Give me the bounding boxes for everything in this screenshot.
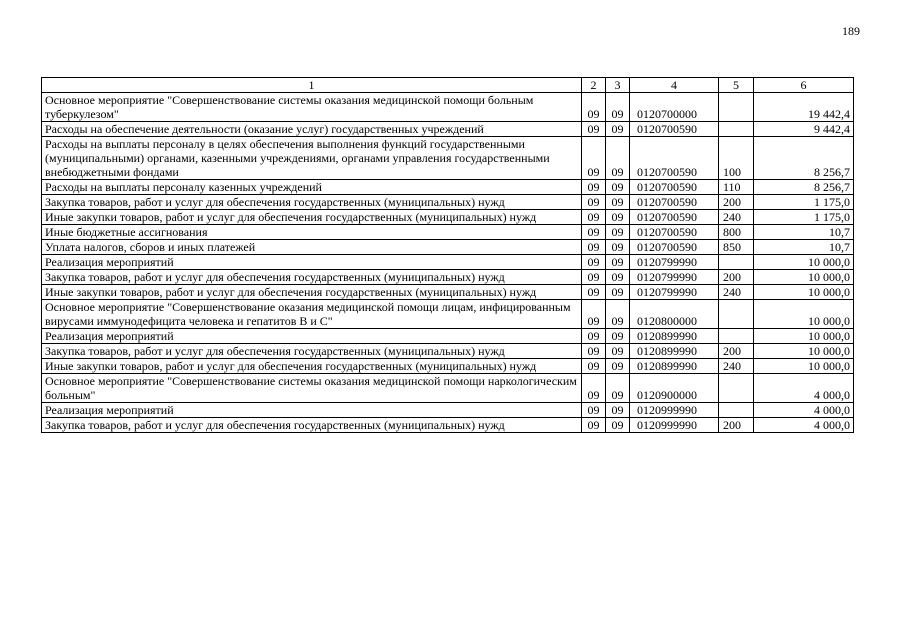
table-row [42, 300, 854, 329]
row-name: Иные бюджетные ассигнования [42, 225, 582, 240]
row-target-code: 0120700590 [630, 180, 719, 195]
row-subsection: 09 [606, 180, 630, 195]
column-header-2: 2 [582, 78, 606, 93]
row-section: 09 [582, 195, 606, 210]
row-section: 09 [582, 210, 606, 225]
row-name: Реализация мероприятий [42, 329, 582, 344]
row-target-code: 0120700590 [630, 195, 719, 210]
table-row [42, 329, 854, 344]
row-name: Иные закупки товаров, работ и услуг для обеспечения государственных (муниципальных) нужд [42, 359, 582, 374]
row-subsection: 09 [606, 210, 630, 225]
row-expense-type: 240 [719, 210, 754, 225]
row-name: Реализация мероприятий [42, 255, 582, 270]
row-subsection: 09 [606, 403, 630, 418]
table-row [42, 240, 854, 255]
row-expense-type [719, 122, 754, 137]
table-row [42, 180, 854, 195]
row-section: 09 [582, 270, 606, 285]
row-expense-type: 200 [719, 418, 754, 433]
row-expense-type: 200 [719, 344, 754, 359]
row-expense-type: 850 [719, 240, 754, 255]
row-amount: 4 000,0 [754, 374, 854, 403]
row-target-code: 0120999990 [630, 403, 719, 418]
table-row [42, 122, 854, 137]
table-row [42, 210, 854, 225]
row-target-code: 0120800000 [630, 300, 719, 329]
row-subsection: 09 [606, 122, 630, 137]
row-expense-type: 100 [719, 137, 754, 180]
row-name: Уплата налогов, сборов и иных платежей [42, 240, 582, 255]
column-header-4: 4 [630, 78, 719, 93]
row-subsection: 09 [606, 255, 630, 270]
row-subsection: 09 [606, 300, 630, 329]
row-target-code: 0120700590 [630, 225, 719, 240]
row-subsection: 09 [606, 137, 630, 180]
row-amount: 9 442,4 [754, 122, 854, 137]
row-target-code: 0120799990 [630, 255, 719, 270]
row-expense-type [719, 329, 754, 344]
row-section: 09 [582, 255, 606, 270]
row-target-code: 0120900000 [630, 374, 719, 403]
row-target-code: 0120799990 [630, 285, 719, 300]
row-section: 09 [582, 225, 606, 240]
row-target-code: 0120700590 [630, 210, 719, 225]
row-subsection: 09 [606, 240, 630, 255]
row-name: Расходы на обеспечение деятельности (оказание услуг) государственных учреждений [42, 122, 582, 137]
row-target-code: 0120899990 [630, 359, 719, 374]
table-row [42, 137, 854, 180]
column-header-1: 1 [42, 78, 582, 93]
row-target-code: 0120700590 [630, 137, 719, 180]
table-row [42, 255, 854, 270]
row-amount: 10 000,0 [754, 270, 854, 285]
row-target-code: 0120700000 [630, 93, 719, 122]
row-expense-type [719, 300, 754, 329]
table-row [42, 195, 854, 210]
row-amount: 1 175,0 [754, 210, 854, 225]
row-amount: 10 000,0 [754, 285, 854, 300]
row-target-code: 0120899990 [630, 344, 719, 359]
row-name: Расходы на выплаты персоналу казенных учреждений [42, 180, 582, 195]
row-subsection: 09 [606, 270, 630, 285]
row-amount: 8 256,7 [754, 180, 854, 195]
row-subsection: 09 [606, 285, 630, 300]
row-expense-type: 800 [719, 225, 754, 240]
row-section: 09 [582, 180, 606, 195]
row-subsection: 09 [606, 418, 630, 433]
row-name: Расходы на выплаты персоналу в целях обеспечения выполнения функций государственными (муниципальными) органами, казенными учреждениями, органами управления государственными внебюджетными фондами [42, 137, 582, 180]
table-row [42, 418, 854, 433]
row-section: 09 [582, 93, 606, 122]
table-header-row [42, 78, 854, 93]
row-subsection: 09 [606, 225, 630, 240]
table-row [42, 344, 854, 359]
row-subsection: 09 [606, 329, 630, 344]
row-name: Реализация мероприятий [42, 403, 582, 418]
row-section: 09 [582, 137, 606, 180]
row-target-code: 0120899990 [630, 329, 719, 344]
row-name: Закупка товаров, работ и услуг для обеспечения государственных (муниципальных) нужд [42, 418, 582, 433]
table-row [42, 225, 854, 240]
row-expense-type: 200 [719, 270, 754, 285]
row-name: Основное мероприятие "Совершенствование оказания медицинской помощи лицам, инфицированным вирусами иммунодефицита человека и гепатитов В и С" [42, 300, 582, 329]
row-amount: 19 442,4 [754, 93, 854, 122]
table-row [42, 270, 854, 285]
row-section: 09 [582, 374, 606, 403]
row-expense-type: 240 [719, 359, 754, 374]
row-subsection: 09 [606, 195, 630, 210]
table-row [42, 359, 854, 374]
row-target-code: 0120700590 [630, 122, 719, 137]
row-amount: 10 000,0 [754, 300, 854, 329]
row-amount: 4 000,0 [754, 403, 854, 418]
row-target-code: 0120799990 [630, 270, 719, 285]
budget-table [41, 77, 854, 433]
row-amount: 8 256,7 [754, 137, 854, 180]
table-row [42, 93, 854, 122]
row-name: Иные закупки товаров, работ и услуг для обеспечения государственных (муниципальных) нужд [42, 285, 582, 300]
table-row [42, 285, 854, 300]
row-section: 09 [582, 285, 606, 300]
row-name: Закупка товаров, работ и услуг для обеспечения государственных (муниципальных) нужд [42, 344, 582, 359]
row-expense-type [719, 403, 754, 418]
row-section: 09 [582, 300, 606, 329]
row-name: Иные закупки товаров, работ и услуг для обеспечения государственных (муниципальных) нужд [42, 210, 582, 225]
row-expense-type: 200 [719, 195, 754, 210]
row-name: Основное мероприятие "Совершенствование системы оказания медицинской помощи больным туберкулезом" [42, 93, 582, 122]
row-target-code: 0120700590 [630, 240, 719, 255]
row-name: Закупка товаров, работ и услуг для обеспечения государственных (муниципальных) нужд [42, 270, 582, 285]
row-expense-type: 240 [719, 285, 754, 300]
column-header-6: 6 [754, 78, 854, 93]
row-section: 09 [582, 344, 606, 359]
row-section: 09 [582, 240, 606, 255]
row-expense-type [719, 93, 754, 122]
page-number: 189 [842, 24, 860, 38]
row-expense-type [719, 255, 754, 270]
row-target-code: 0120999990 [630, 418, 719, 433]
row-amount: 10 000,0 [754, 359, 854, 374]
row-amount: 10 000,0 [754, 255, 854, 270]
row-amount: 10,7 [754, 240, 854, 255]
row-section: 09 [582, 403, 606, 418]
row-amount: 10 000,0 [754, 344, 854, 359]
row-amount: 1 175,0 [754, 195, 854, 210]
row-section: 09 [582, 329, 606, 344]
table-row [42, 403, 854, 418]
column-header-5: 5 [719, 78, 754, 93]
row-amount: 10,7 [754, 225, 854, 240]
row-name: Закупка товаров, работ и услуг для обеспечения государственных (муниципальных) нужд [42, 195, 582, 210]
row-amount: 4 000,0 [754, 418, 854, 433]
row-subsection: 09 [606, 93, 630, 122]
row-section: 09 [582, 359, 606, 374]
row-amount: 10 000,0 [754, 329, 854, 344]
row-expense-type [719, 374, 754, 403]
row-section: 09 [582, 418, 606, 433]
row-section: 09 [582, 122, 606, 137]
row-subsection: 09 [606, 344, 630, 359]
row-name: Основное мероприятие "Совершенствование системы оказания медицинской помощи наркологическим больным" [42, 374, 582, 403]
row-subsection: 09 [606, 359, 630, 374]
column-header-3: 3 [606, 78, 630, 93]
row-subsection: 09 [606, 374, 630, 403]
row-expense-type: 110 [719, 180, 754, 195]
table-row [42, 374, 854, 403]
